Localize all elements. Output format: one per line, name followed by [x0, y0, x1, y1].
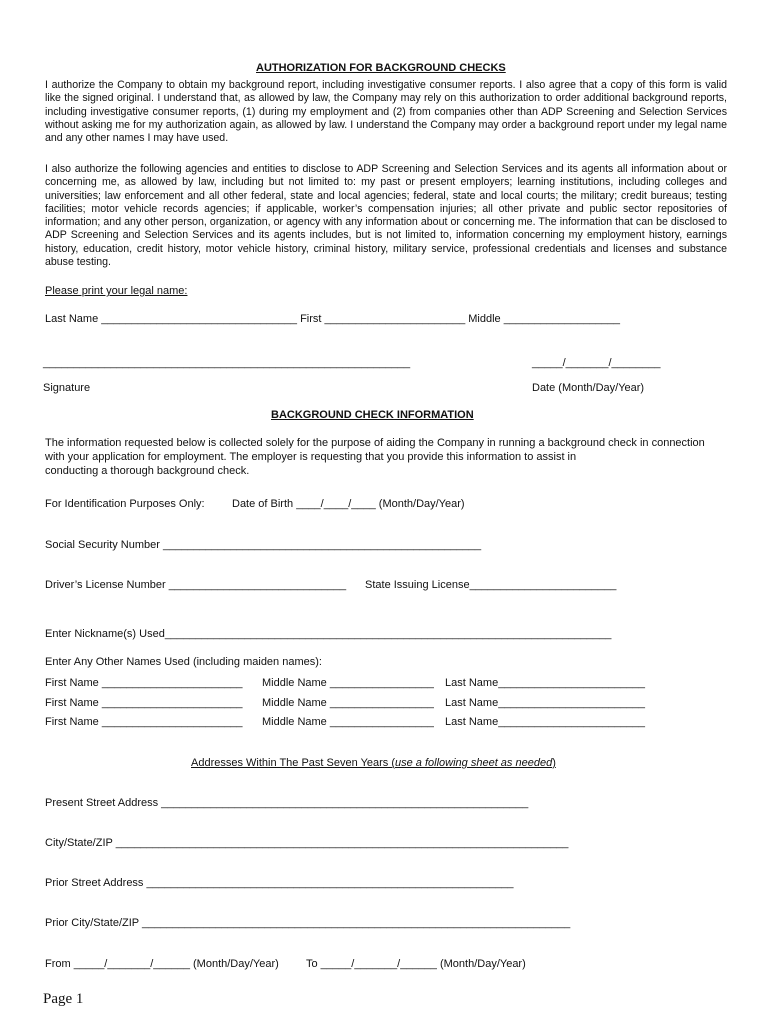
other-first-name-field[interactable]: First Name _______________________: [45, 716, 243, 728]
intro-line-2: with your application for employment. The employer is requesting that you provide this information to assist in: [45, 451, 577, 463]
id-purposes-label: For Identification Purposes Only:: [45, 498, 205, 510]
signature-field[interactable]: ____________________________________________________________: [43, 357, 411, 369]
page-number: Page 1: [43, 991, 84, 1007]
prior-city-state-zip-field[interactable]: Prior City/State/ZIP ______________________________________________________________________: [45, 917, 571, 929]
other-middle-name-field[interactable]: Middle Name _________________: [262, 716, 434, 728]
ssn-field[interactable]: Social Security Number ____________________________________________________: [45, 539, 482, 551]
other-last-name-field[interactable]: Last Name________________________: [445, 677, 646, 689]
other-first-name-field[interactable]: First Name _______________________: [45, 697, 243, 709]
addresses-heading: [191, 757, 556, 769]
authorization-paragraph: I authorize the Company to obtain my background report, including investigative consumer reports. I also agree that a copy of this form is valid like the signed original. I understand that, as allowed by law, the Company may rely on this authorization to order additional background reports, including investigative consumer reports, (1) during my employment and (2) from companies other than ADP Screening and Selection Services without asking me for my authorization again, as allowed by law. I understand the Company may order a background report under my legal name and any other names I may have used.: [45, 79, 727, 145]
other-middle-name-field[interactable]: Middle Name _________________: [262, 677, 434, 689]
background-check-title: BACKGROUND CHECK INFORMATION: [271, 409, 474, 421]
addresses-heading-close: ): [552, 757, 556, 769]
authorization-title: AUTHORIZATION FOR BACKGROUND CHECKS: [256, 62, 506, 74]
from-date-field[interactable]: From _____/_______/______ (Month/Day/Year): [45, 958, 279, 970]
prior-street-field[interactable]: Prior Street Address ____________________________________________________________: [45, 877, 514, 889]
other-last-name-field[interactable]: Last Name________________________: [445, 716, 646, 728]
print-name-label: Please print your legal name:: [45, 285, 188, 297]
legal-name-field[interactable]: Last Name ________________________________ First _______________________ Middle ___________________: [45, 313, 620, 325]
other-last-name-field[interactable]: Last Name________________________: [445, 697, 646, 709]
drivers-license-field[interactable]: Driver’s License Number _____________________________: [45, 579, 347, 591]
other-names-label: Enter Any Other Names Used (including maiden names):: [45, 656, 322, 668]
addresses-heading-text: Addresses Within The Past Seven Years (: [191, 757, 396, 769]
other-first-name-field[interactable]: First Name _______________________: [45, 677, 243, 689]
other-middle-name-field[interactable]: Middle Name _________________: [262, 697, 434, 709]
signature-date-label: Date (Month/Day/Year): [532, 382, 645, 394]
present-street-field[interactable]: Present Street Address ____________________________________________________________: [45, 797, 529, 809]
signature-label: Signature: [43, 382, 91, 394]
city-state-zip-field[interactable]: City/State/ZIP __________________________________________________________________________: [45, 837, 569, 849]
nickname-field[interactable]: Enter Nickname(s) Used_________________________________________________________________________: [45, 628, 612, 640]
state-issuing-field[interactable]: State Issuing License________________________: [365, 579, 617, 591]
intro-line-3: conducting a thorough background check.: [45, 465, 250, 477]
addresses-note: use a following sheet as needed: [395, 757, 553, 769]
signature-date-field[interactable]: _____/_______/________: [532, 357, 661, 369]
disclosure-paragraph: I also authorize the following agencies and entities to disclose to ADP Screening and Selection Services and its agents all information about or concerning me, as allowed by law, including but not limited to: my past or present employers; learning institutions, including colleges and universities; law enforcement and all other federal, state and local agencies; federal, state and local courts; the military; credit bureaus; testing facilities; motor vehicle records agencies; if applicable, worker’s compensation injuries; all other private and public sector repositories of information; and any other person, organization, or agency with any information about or concerning me. The information that can be disclosed to ADP Screening and Selection Services and its agents includes, but is not limited to, information concerning my employment history, earnings history, education, credit history, motor vehicle history, criminal history, military service, professional credentials and licenses and substance abuse testing.: [45, 163, 727, 269]
date-of-birth-field[interactable]: Date of Birth ____/____/____ (Month/Day/Year): [232, 498, 465, 510]
to-date-field[interactable]: To _____/_______/______ (Month/Day/Year): [306, 958, 526, 970]
intro-line-1: The information requested below is collected solely for the purpose of aiding the Company in running a background check in connection: [45, 437, 705, 449]
